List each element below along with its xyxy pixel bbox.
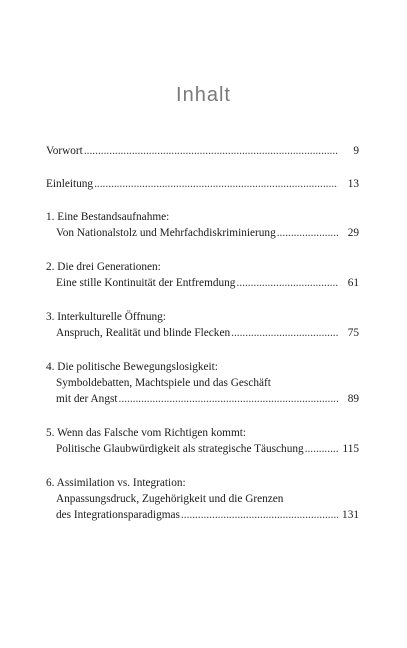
dot-leader <box>236 275 338 291</box>
toc-entry-einleitung <box>46 176 359 192</box>
toc-chapter-subtitle: Symboldebatten, Machtspiele und das Geschäft <box>56 377 271 389</box>
toc-entry-chapter-5 <box>46 425 359 457</box>
toc-chapter-heading: 6. Assimilation vs. Integration: <box>46 477 186 489</box>
dot-leader <box>277 225 338 241</box>
toc-chapter-heading: 1. Eine Bestandsaufnahme: <box>46 211 170 223</box>
toc-chapter-heading: 5. Wenn das Falsche vom Richtigen kommt: <box>46 427 247 439</box>
toc-entry-chapter-4 <box>46 359 359 407</box>
toc-chapter-subtitle: Eine stille Kontinuität der Entfremdung <box>56 277 236 289</box>
toc-heading: Inhalt <box>176 84 231 106</box>
toc-entry-chapter-6 <box>46 475 359 523</box>
toc-page-number: 9 <box>353 145 359 157</box>
toc-entry-vorwort <box>46 143 359 159</box>
toc-page-number: 115 <box>342 443 359 455</box>
toc-page-number: 131 <box>342 509 359 521</box>
toc-chapter-subtitle: Politische Glaubwürdigkeit als strategische Täuschung <box>56 443 304 455</box>
toc-page-number: 75 <box>347 327 359 339</box>
dot-leader <box>231 325 338 341</box>
dot-leader <box>181 507 338 523</box>
toc-chapter-subtitle-cont: des Integrationsparadigmas <box>56 509 180 521</box>
toc-page-number: 13 <box>347 178 359 190</box>
toc-chapter-subtitle: Anspruch, Realität und blinde Flecken <box>56 327 231 339</box>
dot-leader <box>119 391 338 407</box>
toc-entry-chapter-1 <box>46 209 359 241</box>
dot-leader <box>305 441 338 457</box>
toc-chapter-subtitle: Von Nationalstolz und Mehrfachdiskriminierung <box>56 227 276 239</box>
toc-chapter-heading: 2. Die drei Generationen: <box>46 261 161 273</box>
toc-entry-chapter-2 <box>46 259 359 291</box>
dot-leader <box>94 176 338 192</box>
toc-page-number: 89 <box>347 393 359 405</box>
toc-page-number: 61 <box>347 277 359 289</box>
toc-page-number: 29 <box>347 227 359 239</box>
toc-entry-title: Einleitung <box>46 178 94 190</box>
toc-entry-title: Vorwort <box>46 145 83 157</box>
toc-chapter-heading: 4. Die politische Bewegungslosigkeit: <box>46 361 218 373</box>
toc-entry-chapter-3 <box>46 309 359 341</box>
toc-chapter-subtitle-cont: mit der Angst <box>56 393 118 405</box>
toc-chapter-subtitle: Anpassungsdruck, Zugehörigkeit und die Grenzen <box>56 493 284 505</box>
dot-leader <box>84 143 338 159</box>
toc-chapter-heading: 3. Interkulturelle Öffnung: <box>46 311 166 323</box>
